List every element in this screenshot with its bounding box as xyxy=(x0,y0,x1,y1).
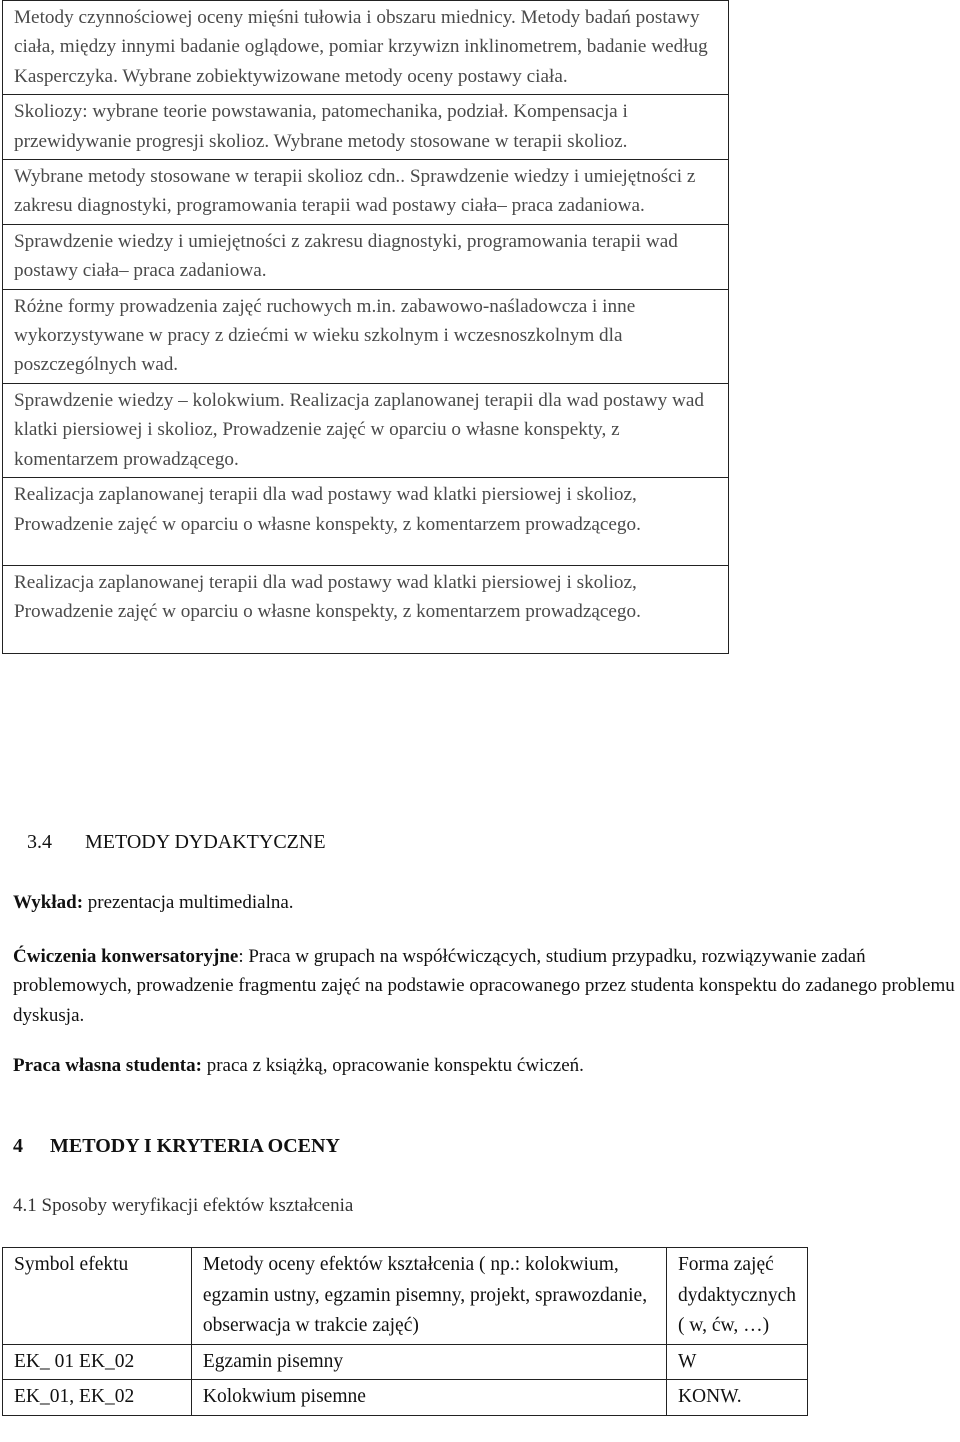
cell-symbol: EK_ 01 EK_02 xyxy=(3,1344,192,1380)
topic-cell: Skoliozy: wybrane teorie powstawania, patomechanika, podział. Kompensacja i przewidywanie progresji skolioz. Wybrane metody stosowane w terapii skolioz. xyxy=(3,95,729,160)
topics-table xyxy=(2,0,729,654)
exercises-text: : Praca w grupach na współćwiczących, studium przypadku, rozwiązywanie zadań problemowych, prowadzenie fragmentu zajęć na podstawie opracowanego przez studenta konspektu do zadanego problemu dyskusja. xyxy=(13,946,955,1026)
header-form: Forma zajęć dydaktycznych ( w, ćw, …) xyxy=(666,1248,807,1345)
topic-row xyxy=(3,160,729,225)
topic-cell: Realizacja zaplanowanej terapii dla wad postawy wad klatki piersiowej i skolioz, Prowadzenie zajęć w oparciu o własne konspekty, z komentarzem prowadzącego. xyxy=(3,565,729,653)
cell-method: Egzamin pisemny xyxy=(191,1344,666,1380)
topic-cell: Metody czynnościowej oceny mięśni tułowia i obszaru miednicy. Metody badań postawy ciała, między innymi badanie oglądowe, pomiar krzywizn inklinometrem, badanie według Kasperczyka. Wybrane zobiektywizowane metody oceny postawy ciała. xyxy=(3,1,729,95)
section-title: METODY I KRYTERIA OCENY xyxy=(50,1135,340,1157)
table-row xyxy=(3,1380,808,1416)
topic-row xyxy=(3,565,729,653)
section-4-heading xyxy=(13,1135,340,1158)
topic-row xyxy=(3,95,729,160)
section-title: METODY DYDAKTYCZNE xyxy=(85,831,326,853)
topic-row xyxy=(3,1,729,95)
header-methods: Metody oceny efektów kształcenia ( np.: kolokwium, egzamin ustny, egzamin pisemny, projekt, sprawozdanie, obserwacja w trakcie zajęć) xyxy=(191,1248,666,1345)
exercises-paragraph xyxy=(13,942,959,1030)
section-number: 3.4 xyxy=(27,831,52,853)
cell-form: KONW. xyxy=(666,1380,807,1416)
topic-row xyxy=(3,224,729,289)
topic-row xyxy=(3,289,729,383)
self-work-label: Praca własna studenta: xyxy=(13,1055,202,1076)
header-symbol: Symbol efektu xyxy=(3,1248,192,1345)
topic-cell: Wybrane metody stosowane w terapii skolioz cdn.. Sprawdzenie wiedzy i umiejętności z zakresu diagnostyki, programowania terapii wad postawy ciała– praca zadaniowa. xyxy=(3,160,729,225)
cell-form: W xyxy=(666,1344,807,1380)
topic-row xyxy=(3,383,729,477)
topic-cell: Sprawdzenie wiedzy – kolokwium. Realizacja zaplanowanej terapii dla wad postawy wad klatki piersiowej i skolioz, Prowadzenie zajęć w oparciu o własne konspekty, z komentarzem prowadzącego. xyxy=(3,383,729,477)
subsection-41-heading: 4.1 Sposoby weryfikacji efektów kształcenia xyxy=(13,1195,354,1216)
section-34-heading xyxy=(27,831,326,854)
lecture-label: Wykład: xyxy=(13,892,84,913)
table-header-row xyxy=(3,1248,808,1345)
self-work-text: praca z książką, opracowanie konspektu ćwiczeń. xyxy=(201,1055,584,1076)
lecture-text: prezentacja multimedialna. xyxy=(83,892,294,913)
cell-method: Kolokwium pisemne xyxy=(191,1380,666,1416)
lecture-paragraph xyxy=(13,888,959,917)
self-work-paragraph xyxy=(13,1051,959,1080)
verification-table xyxy=(2,1247,808,1416)
topic-row xyxy=(3,478,729,566)
cell-symbol: EK_01, EK_02 xyxy=(3,1380,192,1416)
table-row xyxy=(3,1344,808,1380)
topic-cell: Sprawdzenie wiedzy i umiejętności z zakresu diagnostyki, programowania terapii wad postawy ciała– praca zadaniowa. xyxy=(3,224,729,289)
section-number: 4 xyxy=(13,1135,23,1157)
topic-cell: Różne formy prowadzenia zajęć ruchowych m.in. zabawowo-naśladowcza i inne wykorzystywane w pracy z dziećmi w wieku szkolnym i wczesnoszkolnym dla poszczególnych wad. xyxy=(3,289,729,383)
topic-cell: Realizacja zaplanowanej terapii dla wad postawy wad klatki piersiowej i skolioz, Prowadzenie zajęć w oparciu o własne konspekty, z komentarzem prowadzącego. xyxy=(3,478,729,566)
exercises-label: Ćwiczenia konwersatoryjne xyxy=(13,946,239,967)
